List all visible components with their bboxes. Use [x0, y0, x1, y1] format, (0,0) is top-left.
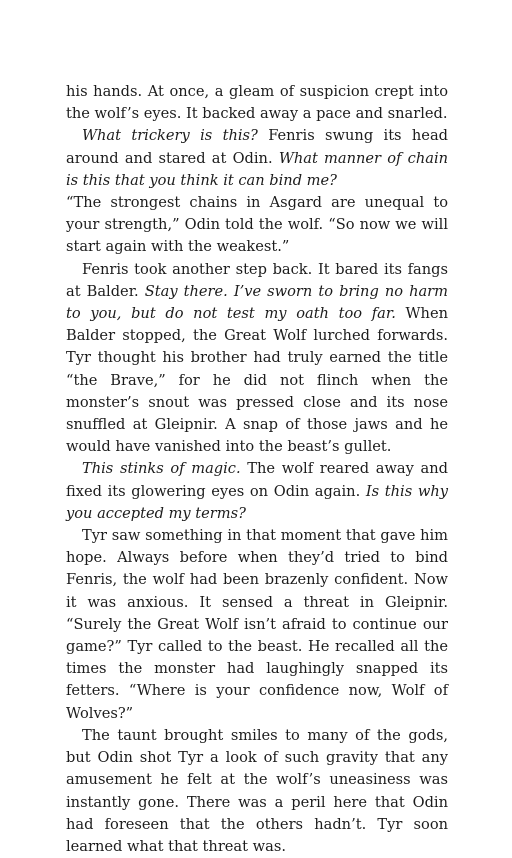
- text-run: Fenris took another step back. It bared its fangs at Balder.: [66, 260, 448, 300]
- italic-thought: Stay there. I’ve sworn to bring no harm to you, but do not test my oath too far.: [66, 282, 448, 323]
- text-run: When Balder stopped, the Great Wolf lurched forwards. Tyr thought his brother had truly earned the title “the Brave,” for he did not flinch when the monster’s snout was pressed close and its nose snuffled at Gleipnir. A snap of those jaws and he would have vanished into the beast’s gullet.: [66, 305, 448, 456]
- text-run: his hands. At once, a gleam of suspicion crept into the wolf’s eyes. It backed away a pace and snarled.: [66, 83, 448, 123]
- italic-thought: What manner of chain is this that you think it can bind me?: [66, 149, 449, 189]
- paragraph-5: [66, 458, 448, 525]
- paragraph-3: [66, 192, 448, 259]
- book-page: [66, 81, 448, 858]
- paragraph-1: [66, 81, 448, 125]
- text-run: Fenris swung its head around and stared at Odin.: [66, 127, 448, 167]
- paragraph-7: [66, 725, 448, 858]
- italic-thought: This stinks of magic.: [82, 460, 241, 478]
- italic-thought: What trickery is this?: [82, 127, 258, 145]
- text-run: The taunt brought smiles to many of the gods, but Odin shot Tyr a look of such gravity that any amusement he felt at the wolf’s uneasiness was instantly gone. There was a peril here that Odin had foreseen that the others hadn’t. Tyr soon learned what that threat was.: [66, 726, 448, 855]
- text-run: “The strongest chains in Asgard are unequal to your strength,” Odin told the wolf. “So now we will start again with the weakest.”: [66, 194, 448, 256]
- paragraph-6: [66, 525, 448, 725]
- paragraph-4: [66, 259, 448, 459]
- paragraph-2: [66, 125, 448, 192]
- text-run: Tyr saw something in that moment that gave him hope. Always before when they’d tried to bind Fenris, the wolf had been brazenly confident. Now it was anxious. It sensed a threat in Gleipnir. “Surely the Great Wolf isn’t afraid to continue our game?” Tyr called to the beast. He recalled all the times the monster had laughingly snapped its fetters. “Where is your confidence now, Wolf of Wolves?”: [66, 527, 448, 722]
- text-run: The wolf reared away and fixed its glowering eyes on Odin again.: [66, 460, 448, 500]
- italic-thought: Is this why you accepted my terms?: [66, 482, 448, 522]
